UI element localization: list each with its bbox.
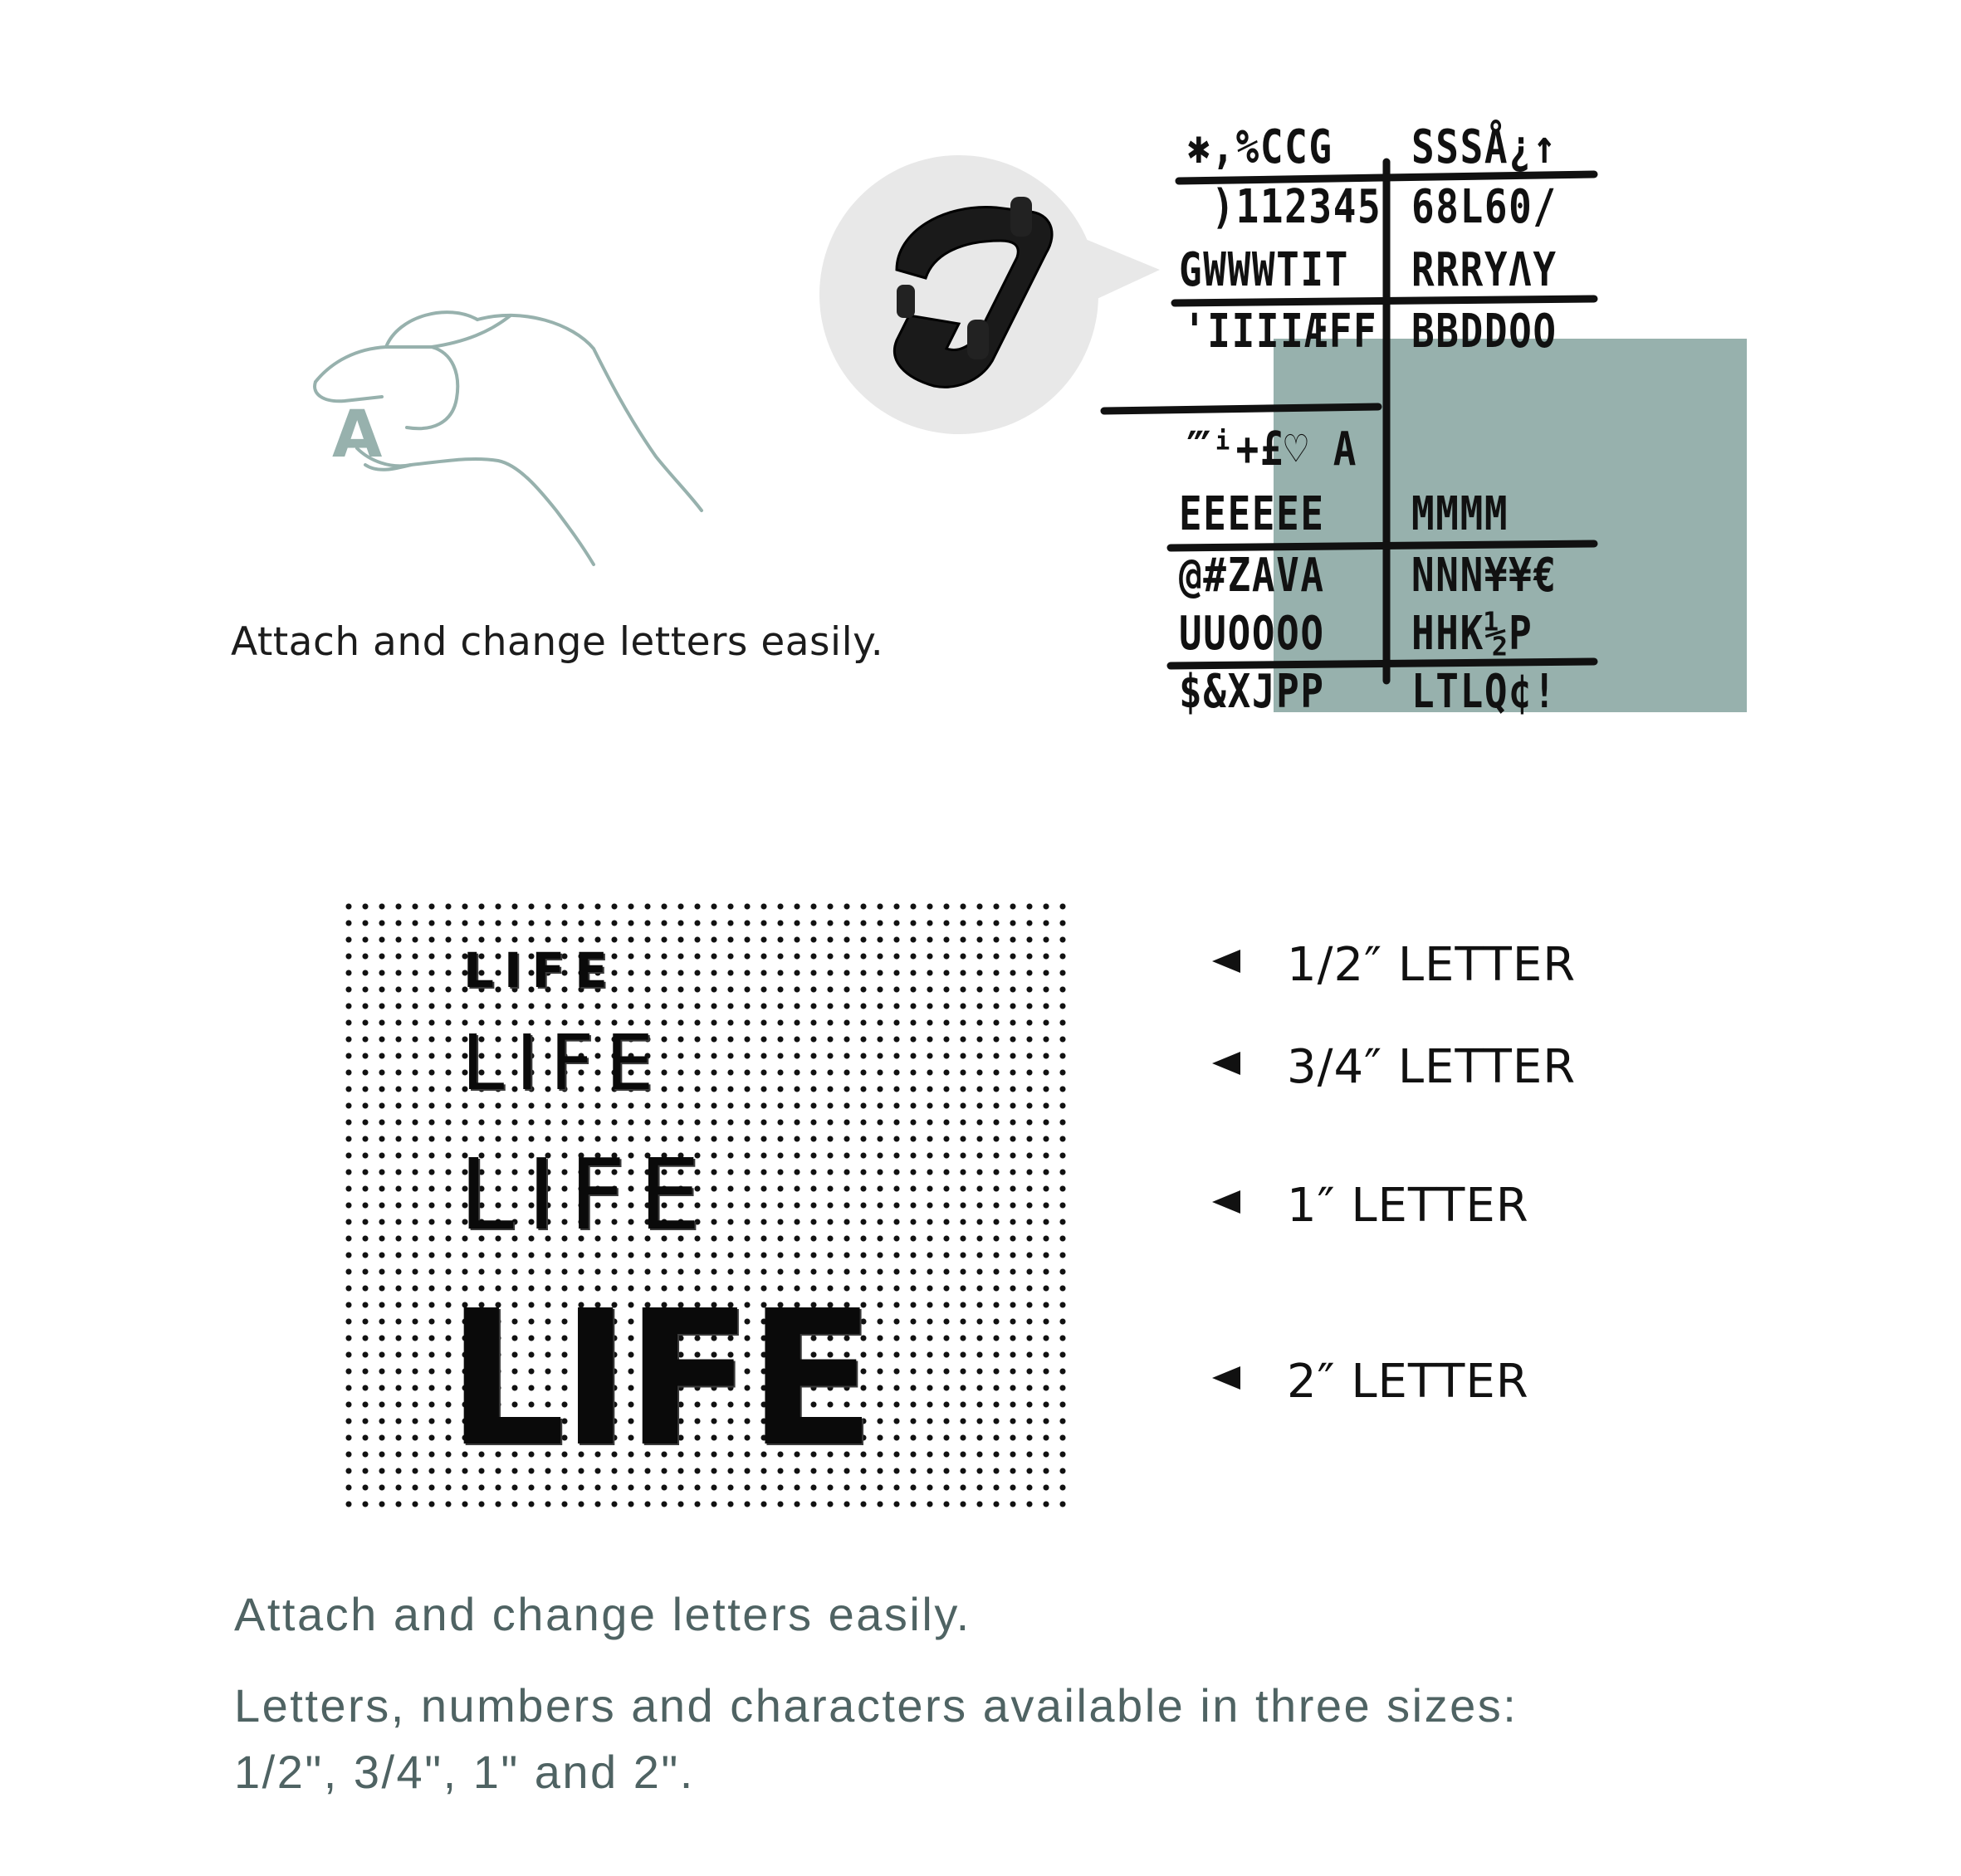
sheet-left-row: ‴ⁱ+£♡ A <box>1187 423 1358 476</box>
size-label: 2″ LETTER <box>1287 1355 1529 1409</box>
sheet-left-row: ✱,%CCG <box>1187 120 1333 174</box>
sheet-right-row: SSSÅ¿↑ <box>1411 120 1558 174</box>
hand-holding-letter-illustration <box>307 291 722 573</box>
sheet-left-row: )112345 <box>1187 180 1382 234</box>
sheet-left-row: $&XJPP <box>1179 665 1325 719</box>
life-word-one-inch: LIFE <box>459 1137 714 1252</box>
sheet-left-row: @#ZAVA <box>1179 549 1325 603</box>
bottom-heading: Attach and change letters easily. <box>234 1588 971 1640</box>
bottom-description: Letters, numbers and characters available in three sizes: <box>234 1679 1518 1732</box>
sheet-left-row: EEEEEE <box>1179 487 1325 541</box>
life-word-three-quarter-inch: LIFE <box>462 1019 666 1107</box>
hand-letter: A <box>332 398 383 472</box>
bottom-sizes: 1/2", 3/4", 1" and 2". <box>234 1746 695 1798</box>
left-arrow-icon <box>1212 1366 1240 1390</box>
sheet-right-row: BBDDOO <box>1411 305 1558 359</box>
size-label: 1/2″ LETTER <box>1287 938 1577 992</box>
sheet-right-row: 68L60/ <box>1411 180 1558 234</box>
sheet-right-row: HHK½P <box>1411 607 1533 661</box>
sheet-right-row: MMMM <box>1411 487 1509 541</box>
letter-sheet <box>1096 116 1611 730</box>
size-label: 1″ LETTER <box>1287 1179 1529 1233</box>
sheet-right-row: LTLQ¢! <box>1411 665 1558 719</box>
caption-top: Attach and change letters easily. <box>231 619 884 665</box>
sheet-left-row: GWWWTIT <box>1179 243 1350 297</box>
left-arrow-icon <box>1212 950 1240 973</box>
sheet-left-row: UUOOOO <box>1179 607 1325 661</box>
life-word-half-inch: LIFE <box>463 942 618 999</box>
size-label: 3/4″ LETTER <box>1287 1040 1577 1094</box>
sheet-right-row: NNN¥¥€ <box>1411 549 1558 603</box>
left-arrow-icon <box>1212 1190 1240 1214</box>
pegboard-photo <box>339 896 1073 1517</box>
sheet-left-row: 'IIIIÆFF <box>1183 305 1378 359</box>
life-word-two-inch: LIFE <box>447 1271 871 1488</box>
left-arrow-icon <box>1212 1052 1240 1075</box>
sheet-right-row: RRRYΛY <box>1411 243 1558 297</box>
